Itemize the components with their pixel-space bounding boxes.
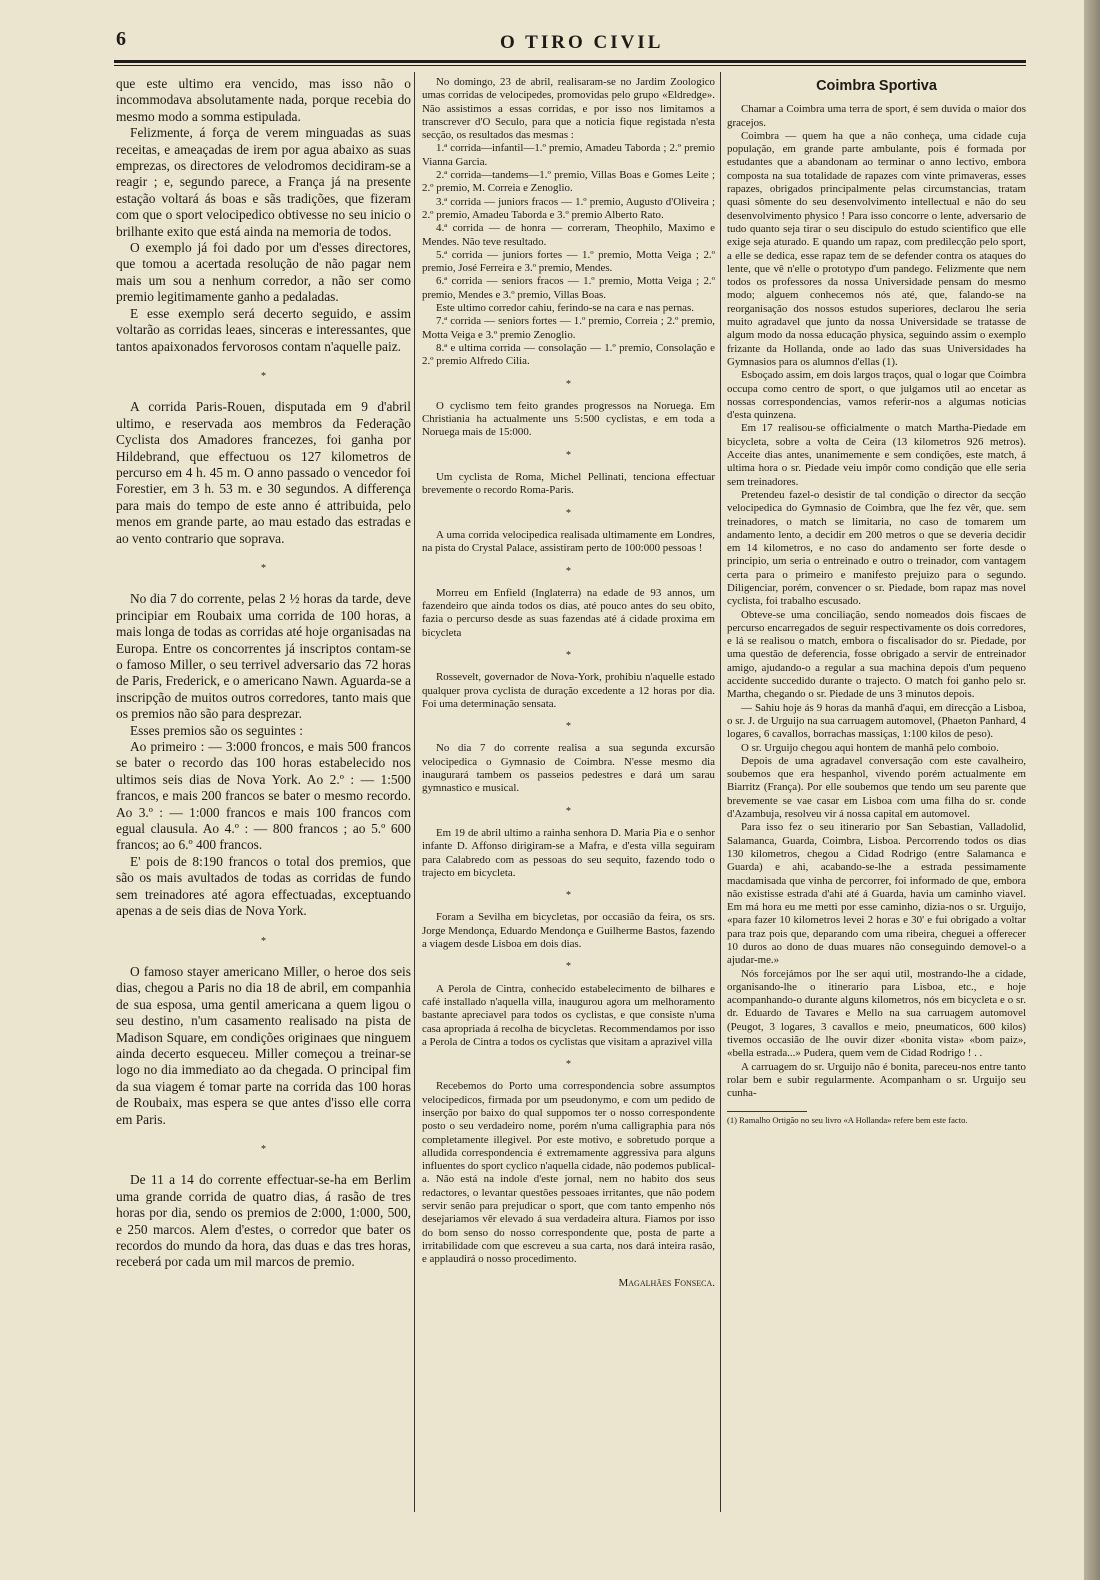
article-paragraph: A corrida Paris-Rouen, disputada em 9 d'abril ultimo, e reservada aos membros da Federação Cyclista dos Amadores francezes, foi ganha por Hildebrand, que effectuou os 127 kilometros de percurso em 4 h. 45 m. O anno passado o vencedor foi Forestier, em 3 h. 53 m. e 30 segundos. A differença para mais do tempo de este anno é attribuida, pelo menos em grande parte, ao mau estado das estradas e ao vento contrario que soprava. [116, 399, 411, 546]
article-paragraph: Em 19 de abril ultimo a rainha senhora D. Maria Pia e o senhor infante D. Affonso dirigiram-se a Mafra, e d'esta villa seguiram para Calabredo com as pessoas do seu sequito, fazendo todo o trajecto em bicycleta. [422, 826, 715, 879]
article-paragraph: 1.ª corrida—infantil—1.º premio, Amadeu Taborda ; 2.º premio Vianna Garcia. [422, 142, 715, 168]
article-paragraph: Nós forcejámos por lhe ser aqui util, mostrando-lhe a cidade, organisando-lhe o itinerario para Lisboa, etc., e hoje acompanhando-o durante alguns kilometros, nós em bicycleta e o sr. dr. Eduardo de Tavares e Mello na sua carruagem automovel (Peugot, 3 logares, 3 cavallos e meio, pneumaticos, 600 kilos) tivemos occasião de lhe ouvir dizer «bonita vista» «bom paiz», «bella estrada...» Pudera, quem vem de Cidad Rodrigo ! . . [727, 967, 1026, 1060]
masthead-title: O TIRO CIVIL [500, 32, 664, 53]
column-right [727, 76, 1026, 1125]
section-separator: * [566, 378, 571, 390]
article-paragraph: Em 17 realisou-se officialmente o match Martha-Piedade em bicycleta, sobre a volta de Ceira (13 kilometros 926 metros). Acceite dias antes, unanimemente e sem condições, este match, á ultima hora o sr. Piedade veiu impôr como condição que elle seria sem treinadores. [727, 422, 1026, 488]
section-separator: * [566, 649, 571, 661]
article-paragraph: — Sahiu hoje ás 9 horas da manhã d'aqui, em direcção a Lisboa, o sr. J. de Urguijo na sua carruagem automovel, (Phaeton Panhard, 4 logares, 6 cavallos, borrachas massiças, 1:100 kilos de peso). [727, 701, 1026, 741]
article-paragraph: Obteve-se uma conciliação, sendo nomeados dois fiscaes de percurso encarregados de seguir respectivamente os dois corredores, e lá se realisou o match, embora o fiscalisador do sr. Piedade, por uma questão de deferencia, fosse obrigado a servir de entreinador amigo, ajudando-o a regular a sua machina depois d'um pequeno accidente succedido durante o trajecto. O match foi ganho pelo sr. Martha, chegando o sr. Piedade de uns 3 minutos depois. [727, 608, 1026, 701]
header-rule-thick [114, 60, 1026, 63]
section-separator: * [261, 1143, 266, 1155]
section-separator: * [566, 449, 571, 461]
article-paragraph: 2.ª corrida—tandems—1.º premio, Villas Boas e Gomes Leite ; 2.º premio, M. Correia e Zenoglio. [422, 169, 715, 195]
column-middle [422, 76, 715, 1290]
article-paragraph: Um cyclista de Roma, Michel Pellinati, tenciona effectuar brevemente o recordo Roma-Paris. [422, 471, 715, 497]
header-rule-thin [114, 65, 1026, 66]
section-separator: * [566, 890, 571, 902]
page-edge-shadow [1084, 0, 1100, 1580]
section-separator: * [566, 1059, 571, 1071]
article-paragraph: A Perola de Cintra, conhecido estabelecimento de bilhares e café installado n'aquella villa, inaugurou agora um melhoramento bastante apreciavel para todos os cyclistas, e que consiste n'uma casa apropriada á recolha de bicycletas. Recommendamos por isso a Perola de Cintra a todos os cyclistas que visitam a aprazivel villa [422, 982, 715, 1048]
column-divider-right [720, 72, 721, 1512]
article-paragraph: 7.ª corrida — seniors fortes — 1.º premio, Correia ; 2.º premio, Motta Veiga e 3.º premio Zenoglio. [422, 315, 715, 341]
article-paragraph: Morreu em Enfield (Inglaterra) na edade de 93 annos, um fazendeiro que ainda todos os dias, até pouco antes do seu obito, fazia o percurso desde as suas fazendas até á cidade proxima em bicycleta [422, 586, 715, 639]
article-paragraph: De 11 a 14 do corrente effectuar-se-ha em Berlim uma grande corrida de quatro dias, á rasão de tres horas por dia, sendo os premios de 2:000, 1:000, 500, e 250 marcos. Alem d'estes, o corredor que bater os recordos do mundo da hora, das duas e das tres horas, receberá por cada um mil marcos de premio. [116, 1172, 411, 1270]
section-title: Coimbra Sportiva [816, 78, 937, 94]
article-paragraph: Este ultimo corredor cahiu, ferindo-se na cara e nas pernas. [436, 302, 694, 315]
section-separator: * [566, 507, 571, 519]
article-paragraph: que este ultimo era vencido, mas isso não o incommodava absolutamente nada, porque recebia do mesmo modo a somma estipulada. [116, 76, 411, 124]
column-left [116, 76, 411, 1271]
article-paragraph: A uma corrida velocipedica realisada ultimamente em Londres, na pista do Crystal Palace, assistiram perto de 100:000 pessoas ! [422, 528, 715, 555]
section-separator: * [261, 935, 266, 947]
article-paragraph: No dia 7 do corrente realisa a sua segunda excursão velocipedica o Gymnasio de Coimbra. N'esse mesmo dia inaugurará tambem os passeios pedestres e dará um sarau gymnastico e musical. [422, 742, 715, 795]
article-paragraph: No domingo, 23 de abril, realisaram-se no Jardim Zoologico umas corridas de velocipedes, promovidas pelo grupo «Eldredge». Não assistimos a essas corridas, e por isso nos limitamos a transcrever d'O Seculo, para que a noticia fique registada n'esta secção, os resultados das mesmas : [422, 76, 715, 142]
article-paragraph: Recebemos do Porto uma correspondencia sobre assumptos velocipedicos, firmada por um pseudonymo, e com um pedido de inserção por baixo do qual suppomos ter o nosso correspondente posto o seu verdadeiro nome, porém n'uma calligraphia para nós completamente illegivel. Por este motivo, e sobretudo porque a alludida correspondencia é extremamente aggressiva para alguns influentes do sport cyclico n'aquella cidade, não podemos publical-a. Não está na indole d'este jornal, nem no habito dos seus redactores, o levantar questões pessoaes irritantes, que não podem servir senão para prejudicar o sport, que com tanto empenho nós desejariamos vêr elevado á sua verdadeira altura. Fiamos por isso do bom senso do nosso correspondente que, posta de parte a irritabilidade com que escreveu a sua carta, nos dará inteira rasão, e applaudirá o nosso procedimento. [422, 1080, 715, 1266]
article-paragraph: Depois de uma agradavel conversação com este cavalheiro, soubemos que era hespanhol, vivendo porém actualmente em Biarritz (França). Por elle soubemos que tendo um seu parente que brevemente se vae casar em Lisboa com uma filha do sr. conde d'Azambuja, resolveu vir á nossa capital em automovel. [727, 754, 1026, 821]
article-paragraph: Esboçado assim, em dois largos traços, qual o logar que Coimbra occupa como centro de sport, o que julgamos util ao encetar as nossas correspondencias, vamos referir-nos a algumas noticias d'esta quinzena. [727, 369, 1026, 422]
page-number: 6 [116, 28, 126, 50]
article-paragraph: E' pois de 8:190 francos o total dos premios, que são os mais avultados de todas as corridas de fundo sem treinadores até agora effectuadas, exceptuando apenas a de seis dias de Nova York. [116, 853, 411, 919]
section-separator: * [566, 961, 571, 973]
article-paragraph: 5.ª corrida — juniors fortes — 1.º premio, Motta Veiga ; 2.º premio, José Ferreira e 3.º premio, Mendes. [422, 248, 715, 275]
article-paragraph: 4.ª corrida — de honra — correram, Theophilo, Maximo e Mendes. Não teve resultado. [422, 222, 715, 248]
article-paragraph: O sr. Urguijo chegou aqui hontem de manhã pelo comboio. [741, 741, 999, 754]
article-paragraph: Felizmente, á força de verem minguadas as suas receitas, e ameaçadas de irem por agua abaixo as suas emprezas, os directores de velodromos decidiram-se a reagir ; e, segundo parece, a França já na presente estação voltará ás boas e sãs tradições, que fizeram com que o sport velocipedico obtivesse no seu inicio o brilhante exito que está ainda na memoria de todos. [116, 125, 411, 239]
article-paragraph: Para isso fez o seu itinerario por San Sebastian, Valladolid, Salamanca, Guarda, Coimbra, Lisboa. Percorrendo todos os dias 130 kilometros, chegou a Cidad Rodrigo (entre Salamanca e Guarda) e ahi, acabando-se-lhe a estrada pessimamente macdamisada que vinha de percorrer, foi informado de que, embora não existisse estrada d'ahi até á Guarda, havia um caminho viavel. Em má hora eu me metti por esse caminho, dizia-nos o sr. Urguijo, «para fazer 10 kilometros levei 2 horas e 30' e fui obrigado a voltar para traz pois que, deparando com uma ribeira, cheguei a offerecer 10 duros ao dono de duas muares não conseguindo demovel-o a ajudar-me.» [727, 821, 1026, 967]
article-paragraph: Chamar a Coimbra uma terra de sport, é sem duvida o maior dos gracejos. [727, 103, 1026, 129]
article-paragraph: Rossevelt, governador de Nova-York, prohibiu n'aquelle estado qualquer prova cyclista de duração excedente a 12 horas por dia. Foi uma determinação sensata. [422, 671, 715, 710]
article-paragraph: Ao primeiro : — 3:000 froncos, e mais 500 francos se bater o recordo das 100 horas estabelecido nos ultimos seis dias de Nova York. Ao 2.º : — 1:500 francos, e mais 200 francos se bater o mesmo recordo. Ao 3.º : — 1:000 francos e mais 100 francos com egual clausula. Ao 4.º : — 800 francos ; ao 5.º 600 francos; ao 6.º 400 francos. [116, 739, 411, 853]
article-paragraph: Foram a Sevilha em bicycletas, por occasião da feira, os srs. Jorge Mendonça, Eduardo Mendonça e Guilherme Bastos, fazendo a viagem desde Lisboa em dois dias. [422, 911, 715, 951]
article-paragraph: E esse exemplo será decerto seguido, e assim voltarão as corridas leaes, sinceras e interessantes, que tantos apaixonados fervorosos contam n'aquelle paiz. [116, 305, 411, 354]
article-paragraph: 8.ª e ultima corrida — consolação — 1.º premio, Consolação e 2.º premio Alfredo Cilia. [422, 341, 715, 368]
section-separator: * [261, 370, 266, 382]
section-separator: * [566, 721, 571, 733]
column-divider-left [414, 72, 415, 1512]
article-paragraph: Pretendeu fazel-o desistir de tal condição o director da secção velocipedica do Gymnasio de Coimbra, que lhe fez vêr, que. sem treinadores, o match se limitaria, no caso de tomarem um andamento lento, a decidir em 200 metros o que se deveria decidir em 14 kilometros, e no caso do andamento ser forte desde o principio, um seria o entreinado e outro o treinador, com vantagem certa para o primeiro e manifesto prejuizo para o segundo. Diligenciar, porém, convencer o sr. Piedade, bom rapaz mas novel cyclista, foi trabalho escusado. [727, 488, 1026, 608]
section-separator: * [566, 565, 571, 577]
section-separator: * [261, 562, 266, 574]
article-signature: Magalhães Fonseca. [618, 1276, 715, 1289]
article-paragraph: 6.ª corrida — seniors fracos — 1.º premio, Motta Veiga ; 2.º premio, Mendes e 3.º premio, Villas Boas. [422, 275, 715, 301]
article-paragraph: O exemplo já foi dado por um d'esses directores, que tomou a acertada resolução de não pagar nem mais um sou a nenhum corredor, a não ser como premio legitimamente ganho a pedaladas. [116, 240, 411, 305]
footnote: (1) Ramalho Ortigão no seu livro «A Hollanda» refere bem este facto. [727, 1114, 968, 1125]
article-paragraph: 3.ª corrida — juniors fracos — 1.º premio, Augusto d'Oliveira ; 2.º premio, Amadeu Taborda e 3.º premio Alberto Rato. [422, 195, 715, 221]
article-paragraph: Coimbra — quem ha que a não conheça, uma cidade cuja população, em grande parte ambulante, pois é formada por estudantes que a abandonam ao terminar o anno lectivo, embora composta na sua totalidade de rapazes com vinte primaveras, esses rapazes, obrigados principalmente pelas circumstancias, tratam quasi sômente do seu desenvolvimento intellectual e não do seu desenvolvimento physico ! Para isso concorre o lente, adversario de tudo quanto seja tirar o seu discipulo do estudo scientifico que elle exige seja aturado. E quando um rapaz, com predilecção pelo sport, a elle se dedica, esse rapaz tem de se defender contra os ataques do lente, que vê n'elle o prototypo d'um pandego. Felizmente que nem todos os professores da nossa Universidade pensam do mesmo modo; alguem conhecemos nós até, que, falando-se na reorganisação dos nossos estudos superiores, declarou lhe seria muito agradavel que junto da nossa Universidade se tratasse de algum modo da nossa educação physica, seguindo assim o exemplo frizante da Hollanda, onde ao lado das suas Universidades ha Gymnasios para os alumnos d'ellas (1). [727, 129, 1026, 368]
article-paragraph: Esses premios são os seguintes : [130, 722, 303, 738]
article-paragraph: A carruagem do sr. Urguijo não é bonita, pareceu-nos entre tanto rolar bem e subir regularmente. Acompanham o sr. Urguijo seu cunha- [727, 1060, 1026, 1100]
article-paragraph: O famoso stayer americano Miller, o heroe dos seis dias, chegou a Paris no dia 18 de abril, em companhia de sua esposa, uma gentil americana a quem ligou o seu destino, n'um casamento realisado na pista de Madison Square, em condições originaes que ninguem ainda decerto esqueceu. Miller começou a treinar-se logo no dia immediato ao da chegada. O principal fim da sua viagem é tomar parte na corrida das 100 horas de Roubaix, mas espera se que antes d'isso elle corra em Paris. [116, 963, 411, 1127]
article-paragraph: O cyclismo tem feito grandes progressos na Noruega. Em Christiania ha actualmente uns 5:500 cyclistas, e em toda a Noruega mais de 15:000. [422, 399, 715, 439]
article-paragraph: No dia 7 do corrente, pelas 2 ½ horas da tarde, deve principiar em Roubaix uma corrida de 100 horas, a mais longa de todas as corridas até hoje organisadas na Europa. Entre os concorrentes já inscriptos contam-se o famoso Miller, o seu terrivel adversario das 72 horas de Paris, Frederick, e o americano Nawn. Aguarda-se a inscripção de muitos outros corredores, tanto mais que os premios não são para desprezar. [116, 591, 411, 722]
section-separator: * [566, 805, 571, 817]
footnote-rule [727, 1111, 807, 1112]
